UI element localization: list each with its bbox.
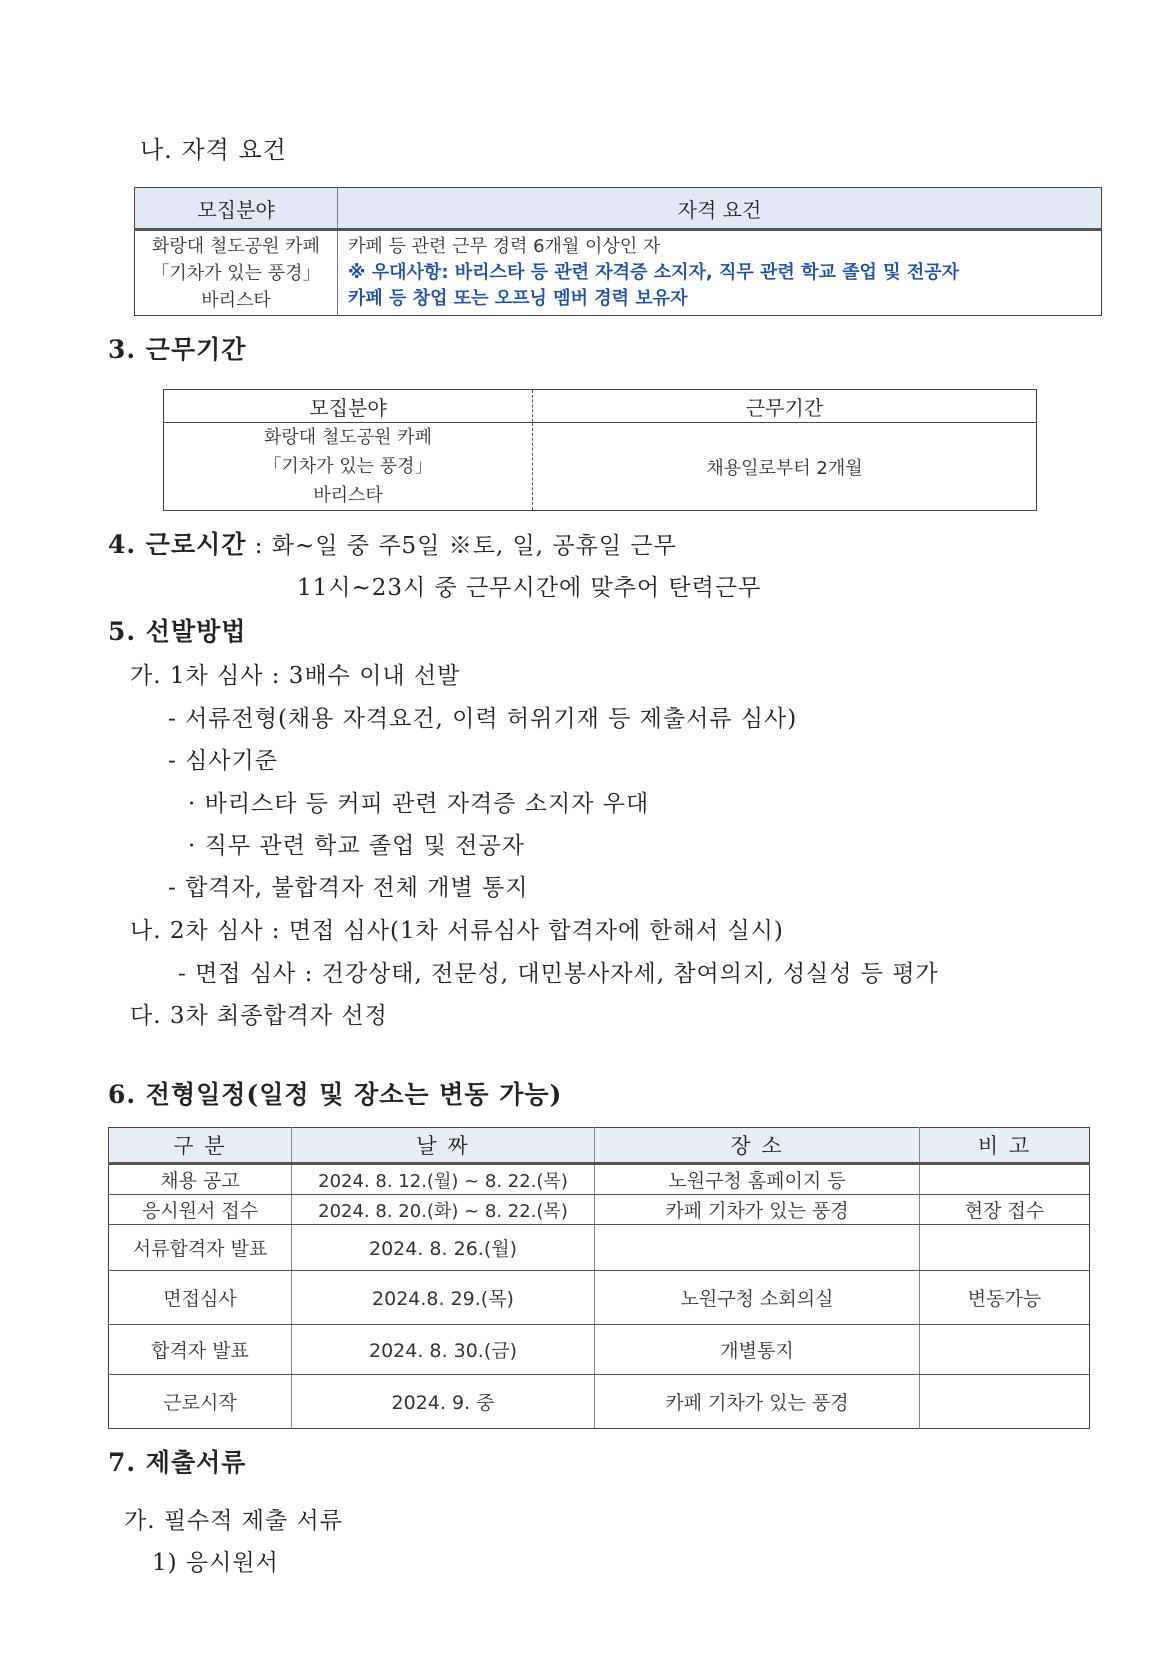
qualification-table (134, 187, 1102, 316)
list-item: · 직무 관련 학교 졸업 및 전공자 (188, 833, 525, 859)
date-cell: 2024. 8. 20.(화) ~ 8. 22.(목) (292, 1195, 595, 1225)
stage-cell: 합격자 발표 (109, 1325, 292, 1375)
place-cell: 노원구청 소회의실 (595, 1271, 920, 1325)
work-hours-days: : 화~일 중 주5일 ※토, 일, 공휴일 근무 (254, 533, 677, 559)
section-7-heading: 7. 제출서류 (108, 1448, 247, 1477)
stage-cell: 응시원서 접수 (109, 1195, 292, 1225)
table-row (109, 1164, 1090, 1195)
header-period: 근무기간 (533, 390, 1037, 423)
list-item: - 심사기준 (168, 748, 278, 774)
field-line: 바리스타 (313, 485, 383, 506)
table-row (109, 1271, 1090, 1325)
note-cell (920, 1325, 1090, 1375)
date-cell: 2024. 8. 26.(월) (292, 1225, 595, 1271)
note-cell: 변동가능 (920, 1271, 1090, 1325)
header-field: 모집분야 (164, 390, 533, 423)
section-4-heading: 4. 근로시간 (108, 530, 247, 559)
requirement-cell (338, 230, 1102, 316)
field-cell (164, 423, 533, 511)
place-cell: 카페 기차가 있는 풍경 (595, 1195, 920, 1225)
stage-cell: 면접심사 (109, 1271, 292, 1325)
section-3-heading: 3. 근무기간 (108, 335, 247, 364)
preference-text: ※ 우대사항: 바리스타 등 관련 자격증 소지자, 직무 관련 학교 졸업 및 전공자 (348, 262, 959, 283)
header-requirement: 자격 요건 (338, 188, 1102, 230)
place-cell: 개별통지 (595, 1325, 920, 1375)
date-cell: 2024. 9. 중 (292, 1375, 595, 1429)
list-item: - 서류전형(채용 자격요건, 이력 허위기재 등 제출서류 심사) (168, 706, 798, 732)
stage-cell: 근로시작 (109, 1375, 292, 1429)
header-field: 모집분야 (135, 188, 338, 230)
section-4-line (108, 525, 677, 561)
section-6-heading: 6. 전형일정(일정 및 장소는 변동 가능) (108, 1080, 563, 1109)
table-row (109, 1325, 1090, 1375)
note-cell (920, 1375, 1090, 1429)
requirement-text: 카페 등 관련 근무 경력 6개월 이상인 자 (348, 236, 661, 257)
note-cell (920, 1164, 1090, 1195)
stage-cell: 채용 공고 (109, 1164, 292, 1195)
work-hours-time: 11시~23시 중 근무시간에 맞추어 탄력근무 (297, 575, 762, 601)
header-date: 날 짜 (292, 1128, 595, 1164)
list-item: 1) 응시원서 (152, 1550, 279, 1576)
schedule-table (108, 1127, 1090, 1429)
qualification-heading: 나. 자격 요건 (140, 136, 287, 164)
table-row (109, 1375, 1090, 1429)
table-row (164, 423, 1037, 511)
table-header-row (135, 188, 1102, 230)
list-item: - 면접 심사 : 건강상태, 전문성, 대민봉사자세, 참여의지, 성실성 등 평가 (178, 961, 939, 987)
date-cell: 2024. 8. 12.(월) ~ 8. 22.(목) (292, 1164, 595, 1195)
note-cell: 현장 접수 (920, 1195, 1090, 1225)
header-stage: 구 분 (109, 1128, 292, 1164)
place-cell: 카페 기차가 있는 풍경 (595, 1375, 920, 1429)
table-row (109, 1225, 1090, 1271)
table-header-row (109, 1128, 1090, 1164)
place-cell (595, 1225, 920, 1271)
field-line: 화랑대 철도공원 카페 (152, 236, 320, 257)
third-review: 다. 3차 최종합격자 선정 (130, 1003, 388, 1029)
table-row (135, 230, 1102, 316)
header-note: 비 고 (920, 1128, 1090, 1164)
list-item: - 합격자, 불합격자 전체 개별 통지 (168, 875, 529, 901)
note-cell (920, 1225, 1090, 1271)
table-header-row (164, 390, 1037, 423)
section-5-heading: 5. 선발방법 (108, 617, 247, 646)
table-row (109, 1195, 1090, 1225)
field-cell (135, 230, 338, 316)
list-item: · 바리스타 등 커피 관련 자격증 소지자 우대 (188, 791, 650, 817)
first-review: 가. 1차 심사 : 3배수 이내 선발 (130, 663, 461, 689)
header-place: 장 소 (595, 1128, 920, 1164)
date-cell: 2024.8. 29.(목) (292, 1271, 595, 1325)
period-cell: 채용일로부터 2개월 (706, 457, 863, 479)
field-line: 「기차가 있는 풍경」 (263, 456, 433, 477)
field-line: 바리스타 (201, 290, 271, 311)
field-line: 화랑대 철도공원 카페 (264, 427, 432, 448)
field-line: 「기차가 있는 풍경」 (151, 263, 321, 284)
place-cell: 노원구청 홈페이지 등 (595, 1164, 920, 1195)
preference-text: 카페 등 창업 또는 오프닝 멤버 경력 보유자 (348, 288, 688, 309)
second-review: 나. 2차 심사 : 면접 심사(1차 서류심사 합격자에 한해서 실시) (130, 918, 784, 944)
date-cell: 2024. 8. 30.(금) (292, 1325, 595, 1375)
work-period-table (163, 389, 1037, 511)
stage-cell: 서류합격자 발표 (109, 1225, 292, 1271)
required-documents: 가. 필수적 제출 서류 (124, 1508, 343, 1534)
